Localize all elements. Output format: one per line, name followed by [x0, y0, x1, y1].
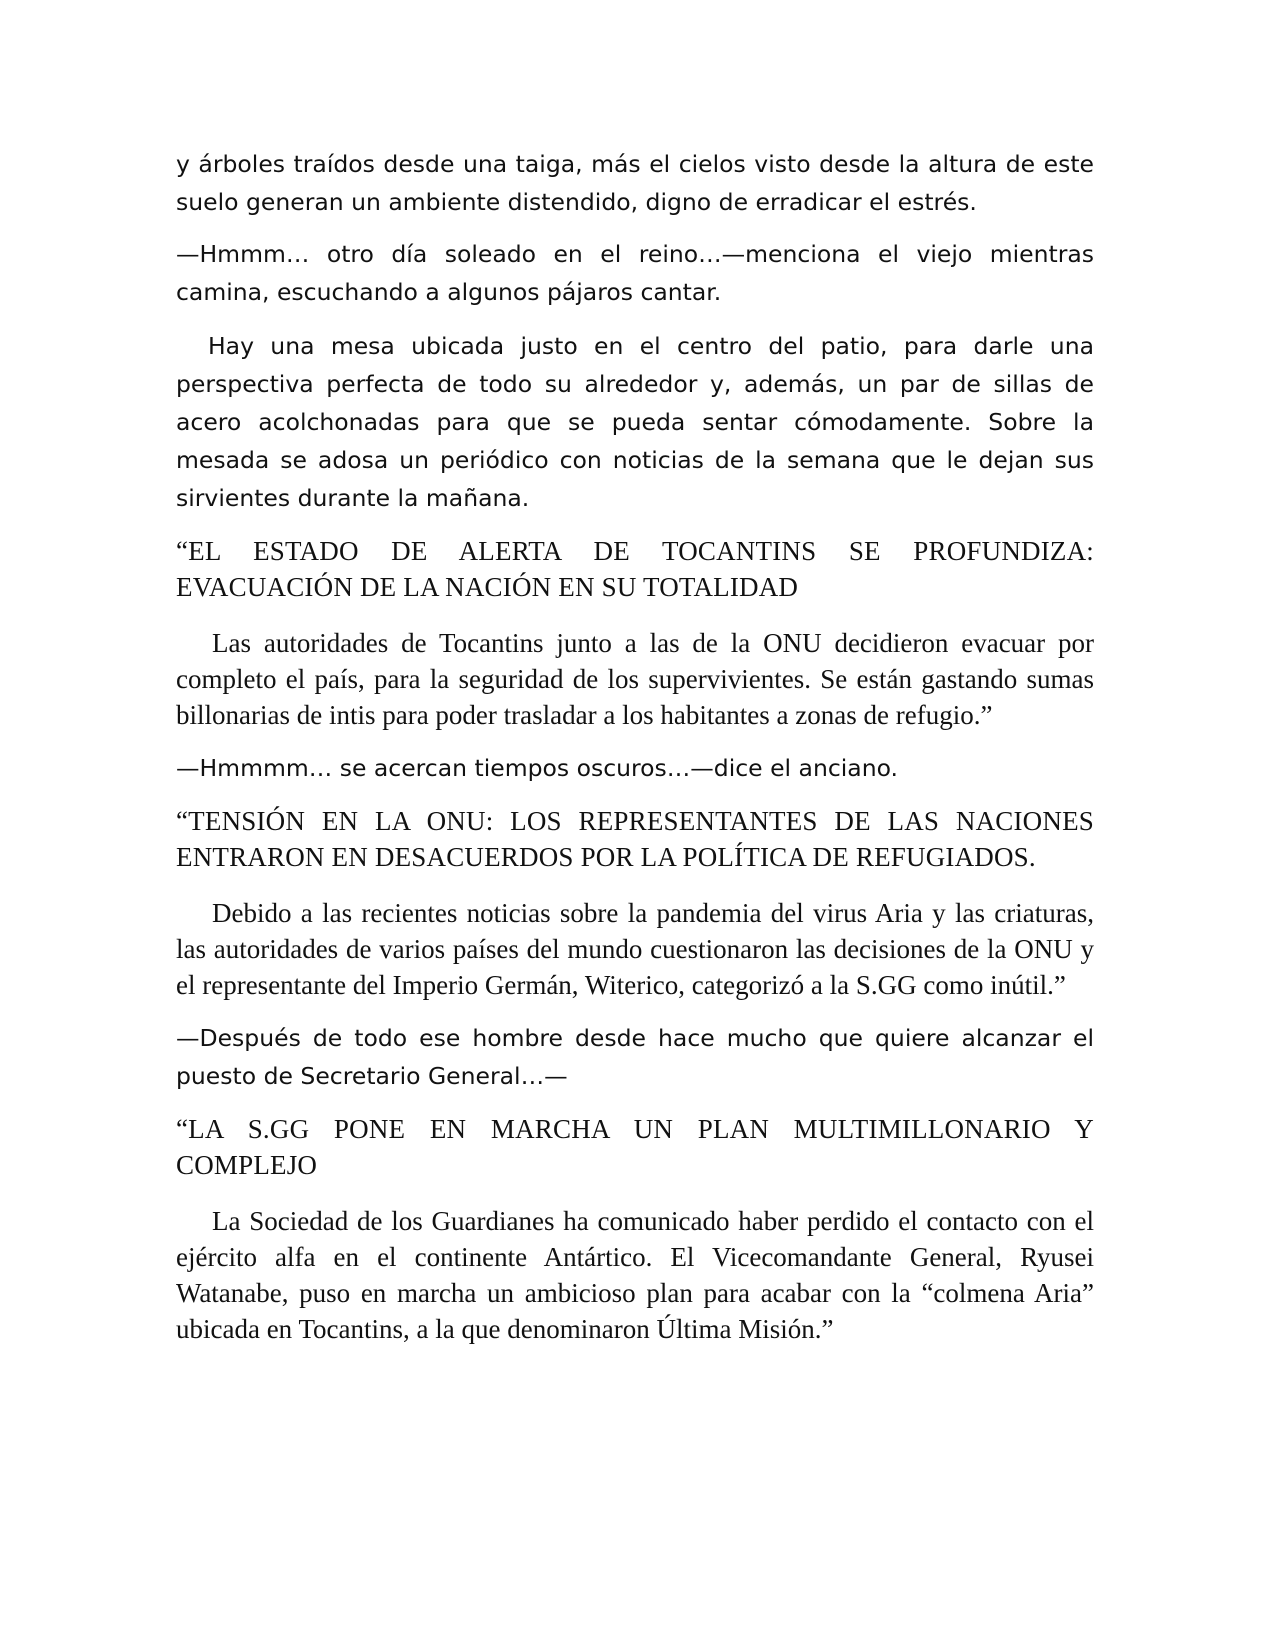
- newspaper-article-body: Las autoridades de Tocantins junto a las de la ONU decidieron evacuar por completo el país, para la seguridad de los supervivientes. Se están gastando sumas billonarias de intis para poder trasladar a los habitantes a zonas de refugio.”: [176, 628, 1094, 730]
- newspaper-headline: “TENSIÓN EN LA ONU: LOS REPRESENTANTES DE LAS NACIONES ENTRARON EN DESACUERDOS POR LA POLÍTICA DE REFUGIADOS.: [176, 806, 1094, 872]
- narrative-paragraph: y árboles traídos desde una taiga, más el cielos visto desde la altura de este suelo generan un ambiente distendido, digno de erradicar el estrés.: [176, 150, 1094, 216]
- dialogue-line: —Hmmmm… se acercan tiempos oscuros…—dice el anciano.: [176, 754, 899, 782]
- newspaper-article-body: La Sociedad de los Guardianes ha comunicado haber perdido el contacto con el ejército alfa en el continente Antártico. El Vicecomandante General, Ryusei Watanabe, puso en marcha un ambicioso plan para acabar con la “colmena Aria” ubicada en Tocantins, a la que denominaron Última Misión.”: [176, 1206, 1094, 1344]
- dialogue-line: —Hmmm… otro día soleado en el reino…—menciona el viejo mientras camina, escuchando a algunos pájaros cantar.: [176, 240, 1094, 306]
- dialogue-line: —Después de todo ese hombre desde hace mucho que quiere alcanzar el puesto de Secretario General…—: [176, 1024, 1094, 1090]
- narrative-paragraph: Hay una mesa ubicada justo en el centro del patio, para darle una perspectiva perfecta de todo su alrededor y, además, un par de sillas de acero acolchonadas para que se pueda sentar cómodamente. Sobre la mesada se adosa un periódico con noticias de la semana que le dejan sus sirvientes durante la mañana.: [176, 332, 1094, 512]
- page-body: [176, 145, 1094, 1347]
- newspaper-article-body: Debido a las recientes noticias sobre la pandemia del virus Aria y las criaturas, las autoridades de varios países del mundo cuestionaron las decisiones de la ONU y el representante del Imperio Germán, Witerico, categorizó a la S.GG como inútil.”: [176, 898, 1094, 1000]
- newspaper-headline: “LA S.GG PONE EN MARCHA UN PLAN MULTIMILLONARIO Y COMPLEJO: [176, 1114, 1094, 1180]
- newspaper-headline: “EL ESTADO DE ALERTA DE TOCANTINS SE PROFUNDIZA: EVACUACIÓN DE LA NACIÓN EN SU TOTALIDAD: [176, 536, 1094, 602]
